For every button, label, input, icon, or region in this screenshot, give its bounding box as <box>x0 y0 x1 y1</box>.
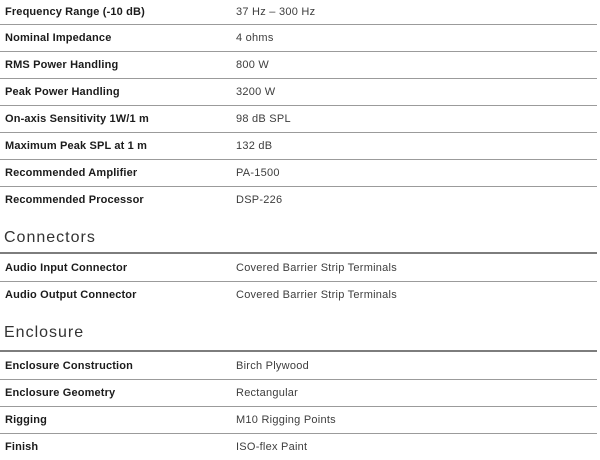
spec-value: Rectangular <box>236 387 299 399</box>
spec-label: Audio Input Connector <box>5 261 128 274</box>
spec-table-connectors <box>0 252 597 308</box>
spec-row <box>0 132 597 159</box>
spec-row <box>0 78 597 105</box>
spec-label: Enclosure Construction <box>5 359 133 372</box>
spec-row <box>0 24 597 51</box>
spec-row <box>0 105 597 132</box>
spec-row <box>0 281 597 308</box>
spec-label: Finish <box>5 441 39 453</box>
spec-value: 800 W <box>236 59 270 71</box>
spec-label: Frequency Range (-10 dB) <box>5 6 145 18</box>
spec-row <box>0 379 597 406</box>
spec-label: Enclosure Geometry <box>5 387 116 399</box>
spec-value: M10 Rigging Points <box>236 414 336 426</box>
spec-label: Peak Power Handling <box>5 86 120 98</box>
spec-value: Covered Barrier Strip Terminals <box>236 261 397 274</box>
spec-row <box>0 159 597 186</box>
spec-value: 37 Hz – 300 Hz <box>236 6 316 18</box>
spec-value: PA-1500 <box>236 167 280 179</box>
spec-label: On-axis Sensitivity 1W/1 m <box>5 113 149 125</box>
spec-value: Birch Plywood <box>236 359 309 372</box>
spec-row <box>0 406 597 433</box>
spec-row <box>0 352 597 379</box>
spec-label: RMS Power Handling <box>5 59 119 71</box>
spec-label: Recommended Processor <box>5 194 144 206</box>
spec-label: Maximum Peak SPL at 1 m <box>5 140 148 152</box>
spec-label: Audio Output Connector <box>5 289 137 301</box>
spec-row <box>0 186 597 213</box>
spec-row <box>0 0 597 24</box>
spec-value: DSP-226 <box>236 194 283 206</box>
spec-table-main <box>0 0 597 213</box>
spec-table-enclosure <box>0 350 597 460</box>
spec-value: Covered Barrier Strip Terminals <box>236 289 397 301</box>
spec-label: Rigging <box>5 414 47 426</box>
spec-value: 98 dB SPL <box>236 113 291 125</box>
spec-label: Recommended Amplifier <box>5 167 138 179</box>
spec-row <box>0 433 597 460</box>
section-heading-connectors: Connectors <box>4 229 96 246</box>
spec-row <box>0 254 597 281</box>
spec-label: Nominal Impedance <box>5 32 112 44</box>
section-heading-enclosure: Enclosure <box>4 324 85 341</box>
spec-value: 4 ohms <box>236 32 274 44</box>
spec-value: 3200 W <box>236 86 276 98</box>
spec-value: ISO-flex Paint <box>236 441 308 453</box>
spec-value: 132 dB <box>236 140 273 152</box>
spec-row <box>0 51 597 78</box>
